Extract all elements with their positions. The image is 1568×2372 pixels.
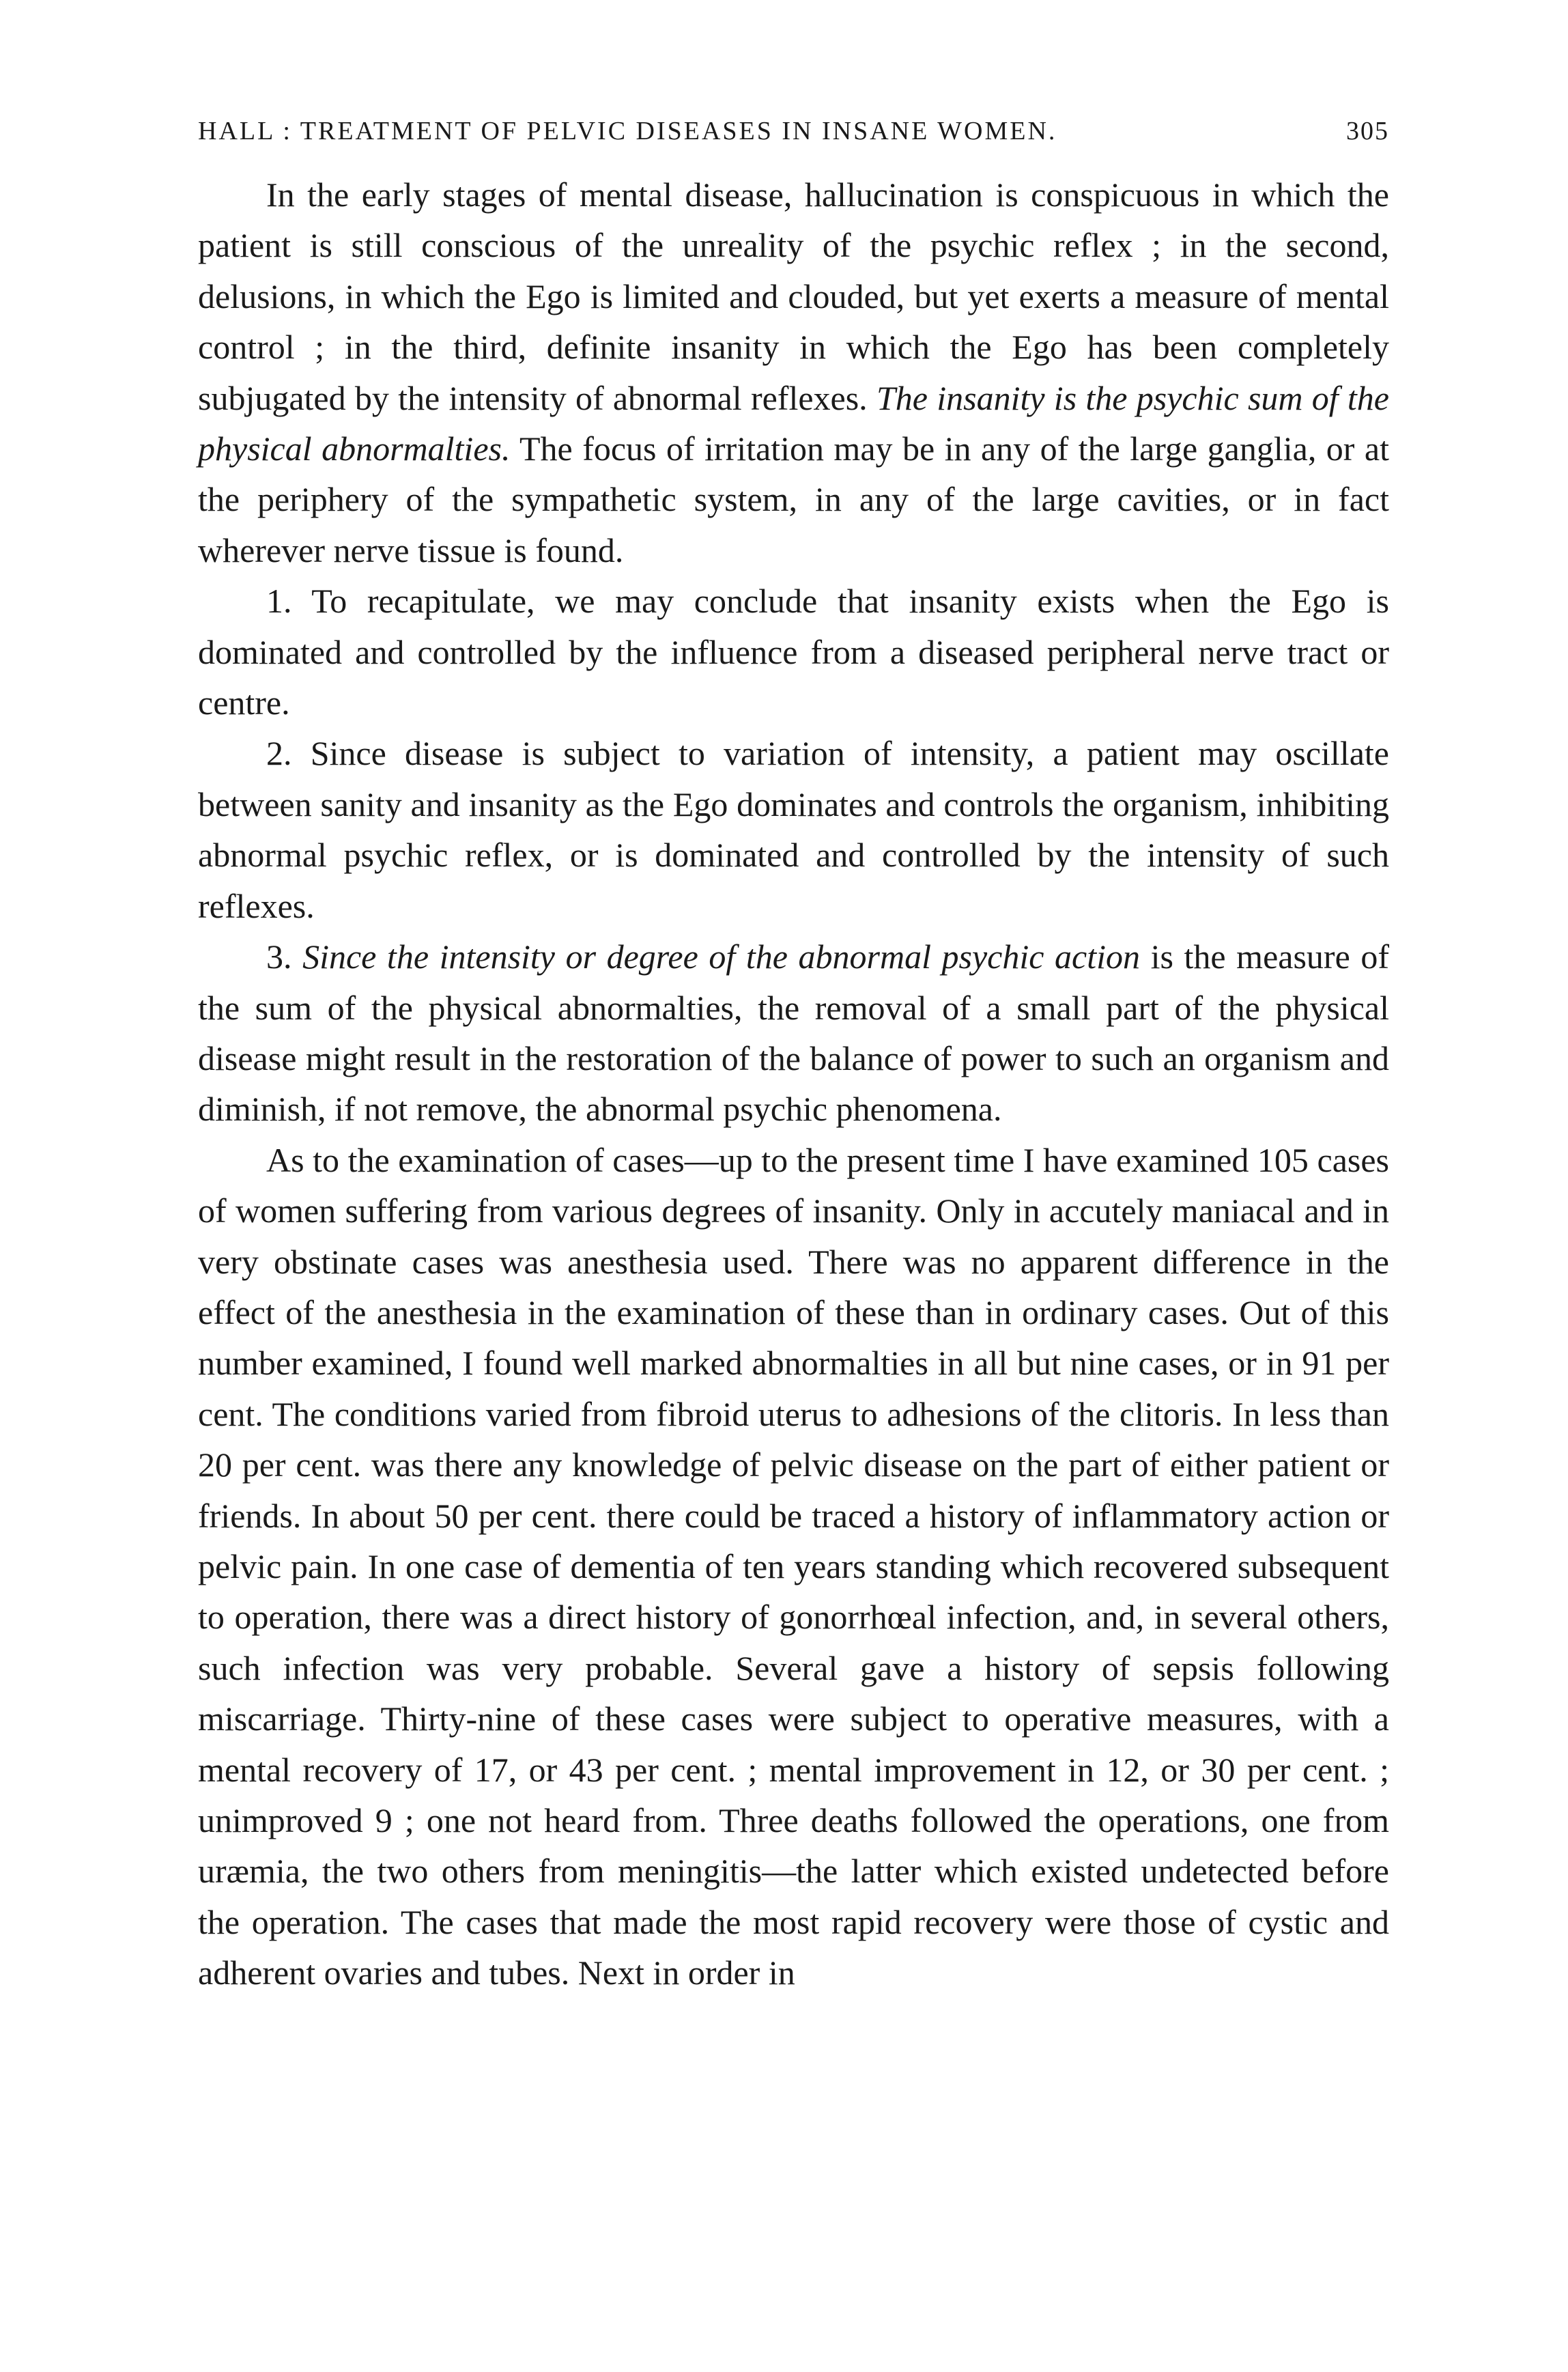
paragraph-recapitulate-3 [198, 931, 1389, 1135]
p4-text-end: is the measure of the sum of the physical abnormalties, the removal of a small part of the physical disease might result in the restoration of the balance of power to such an organism and diminish, if not remove, the abnormal psychic phenomena. [198, 937, 1389, 1129]
paragraph-mental-disease-stages [198, 169, 1389, 576]
paragraph-examination-of-cases: As to the examination of cases—up to the present time I have examined 105 cases of women suffering from various degrees of insanity. Only in accutely maniacal and in very obstinate cases was anesthesia used. There was no apparent difference in the effect of the anesthesia in the examination of these than in ordinary cases. Out of this number examined, I found well marked abnormalties in all but nine cases, or in 91 per cent. The conditions varied from fibroid uterus to adhesions of the clitoris. In less than 20 per cent. was there any knowledge of pelvic disease on the part of either patient or friends. In about 50 per cent. there could be traced a history of inflammatory action or pelvic pain. In one case of dementia of ten years standing which recovered subsequent to operation, there was a direct history of gonorrhœal infection, and, in several others, such infection was very probable. Several gave a history of sepsis following miscarriage. Thirty-nine of these cases were subject to operative measures, with a mental recovery of 17, or 43 per cent. ; mental improvement in 12, or 30 per cent. ; unimproved 9 ; one not heard from. Three deaths followed the operations, one from uræmia, the two others from meningitis—the latter which existed undetected before the operation. The cases that made the most rapid recovery were those of cystic and adherent ovaries and tubes. Next in order in [198, 1140, 1389, 1992]
p4-numeral: 3. [266, 937, 292, 976]
p1-text-end: The focus of irritation may be in any of the large ganglia, or at the periphery of the sympathetic system, in any of the large cavities, or in fact wherever nerve tissue is found. [198, 429, 1389, 569]
p1-italic-statement: The insanity is the psychic sum of the physical abnormalties. [198, 378, 1390, 468]
p1-text-start: In the early stages of mental disease, hallucination is conspicuous in which the patient is still conscious of the unreality of the psychic reflex ; in the second, delusions, in which the Ego is limited and clouded, but yet exerts a measure of mental control ; in the third, definite insanity in which the Ego has been completely subjugated by the intensity of abnormal reflexes. [198, 175, 1389, 417]
page-number: 305 [1346, 117, 1389, 145]
running-title: HALL : TREATMENT OF PELVIC DISEASES IN INSANE WOMEN. [198, 117, 1057, 145]
running-header [198, 116, 1389, 146]
paragraph-recapitulate-2: 2. Since disease is subject to variation of intensity, a patient may oscillate between sanity and insanity as the Ego dominates and controls the organism, inhibiting abnormal psychic reflex, or is dominated and controlled by the intensity of such reflexes. [198, 734, 1389, 925]
journal-page [198, 116, 1389, 1999]
p4-italic-phrase: Since the intensity or degree of the abnormal psychic action [302, 937, 1141, 976]
paragraph-recapitulate-1: 1. To recapitulate, we may conclude that insanity exists when the Ego is dominated and controlled by the influence from a diseased peripheral nerve tract or centre. [198, 582, 1389, 722]
